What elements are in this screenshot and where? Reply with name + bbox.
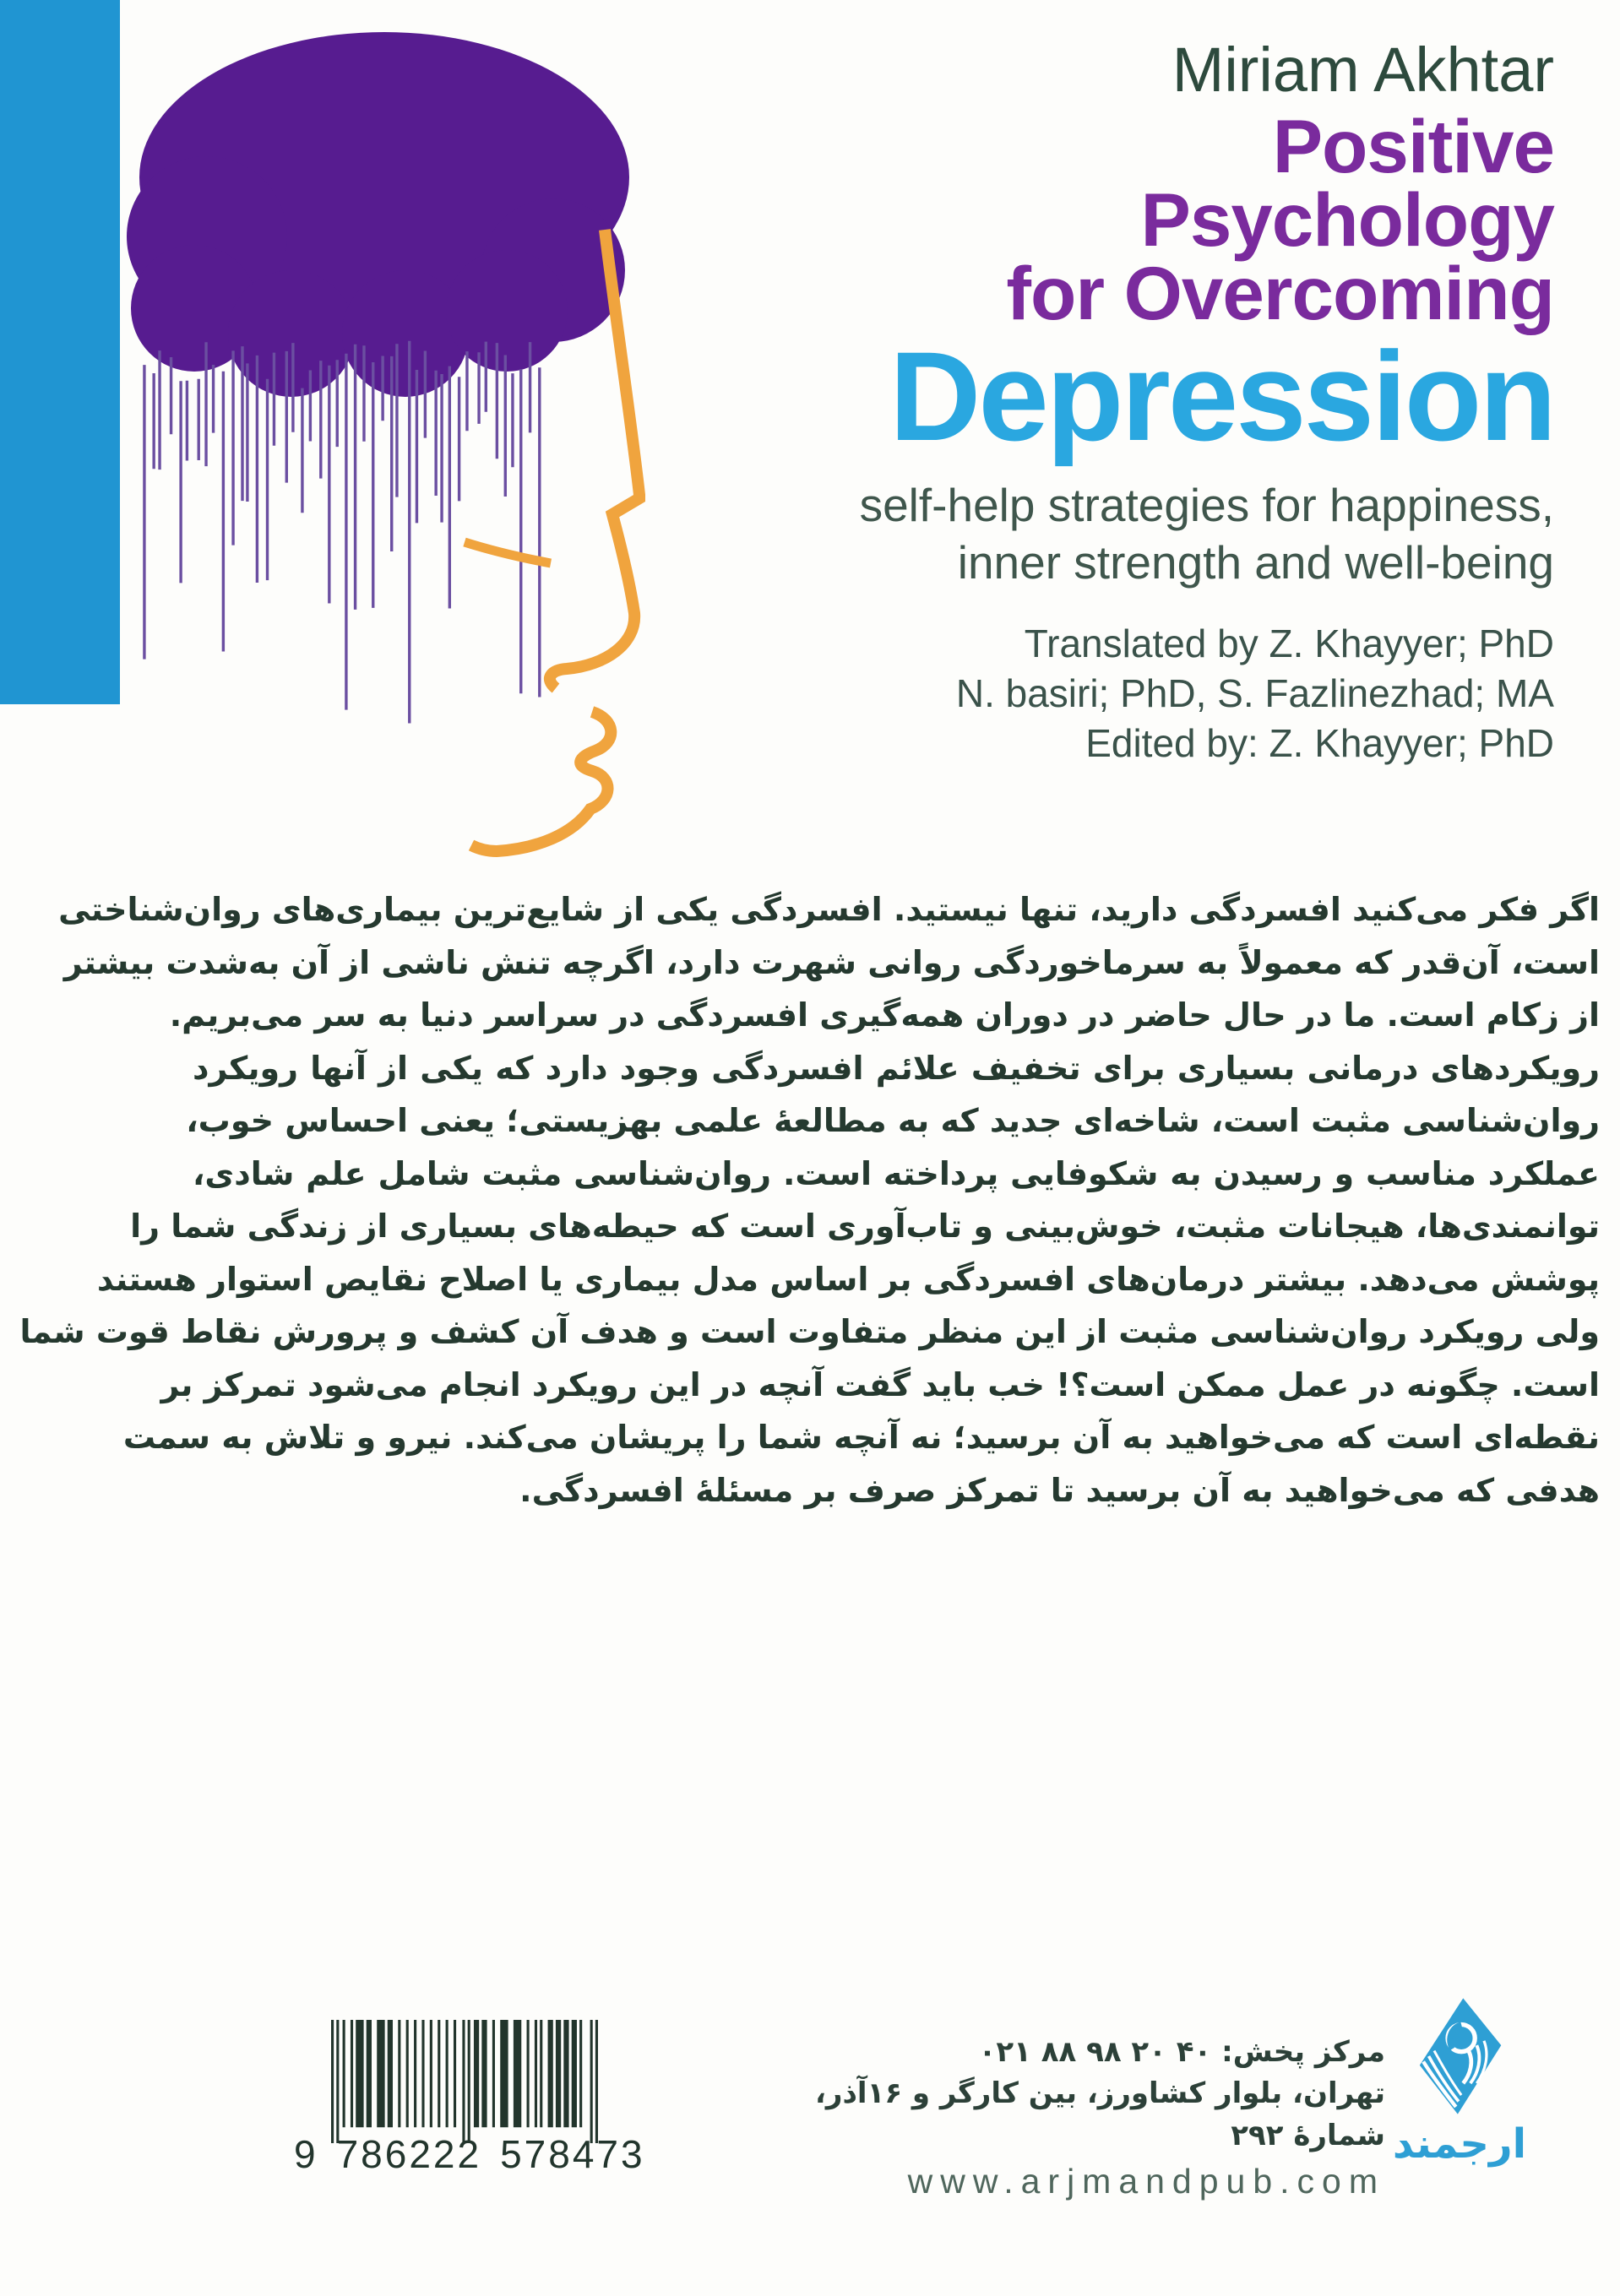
publisher-name-farsi: ارجمند — [1392, 2120, 1527, 2168]
title-line-depression: Depression — [889, 325, 1554, 468]
blurb-line: توانمندی‌ها، هیجانات مثبت، خوش‌بینی و تاب‌آوری است که حیطه‌های بسیاری از زندگی شما را — [130, 1208, 1600, 1245]
blurb-line: اگر فکر می‌کنید افسردگی دارید، تنها نیستید. افسردگی یکی از شایع‌ترین بیماری‌های روان‌شناختی — [58, 891, 1600, 928]
publisher-contact-block — [794, 2032, 1385, 2201]
credit-translated-by: Translated by Z. Khayyer; PhD — [1024, 621, 1554, 666]
rain-cloud-face-illustration — [84, 25, 676, 870]
distribution-phone: ۰۲۱ ۸۸ ۹۸ ۲۰ ۴۰ — [978, 2035, 1212, 2069]
credits-block — [608, 619, 1554, 768]
distribution-line — [794, 2032, 1385, 2073]
title-line-for-overcoming: for Overcoming — [1006, 251, 1554, 336]
blurb-line: هدفی که می‌خواهید به آن برسید تا تمرکز صرف بر مسئلهٔ افسردگی. — [519, 1471, 1600, 1509]
subtitle-line-2: inner strength and well-being — [957, 536, 1554, 589]
barcode-bars-icon — [331, 2020, 598, 2143]
isbn-number — [294, 2131, 649, 2177]
masthead — [608, 37, 1554, 768]
subtitle-line-1: self-help strategies for happiness, — [859, 479, 1554, 532]
author-name: Miriam Akhtar — [1172, 35, 1554, 105]
isbn-lead-digit: 9 — [294, 2132, 318, 2176]
blurb-line: پوشش می‌دهد. بیشتر درمان‌های افسردگی بر اساس مدل بیماری یا اصلاح نقایص استوار هستند — [96, 1260, 1600, 1298]
blurb-line: نقطه‌ای است که می‌خواهید به آن برسید؛ نه آنچه شما را پریشان می‌کند. نیرو و تلاش به سمت — [122, 1419, 1600, 1456]
publisher-address: تهران، بلوار کشاورز، بین کارگر و ۱۶آذر، شمارهٔ ۲۹۲ — [814, 2076, 1385, 2152]
title-line-psychology: Psychology — [1140, 176, 1554, 262]
arjmand-logo-icon — [1404, 1993, 1515, 2120]
blurb-line: ولی رویکرد روان‌شناسی مثبت از این منظر متفاوت است و هدف آن کشف و پرورش نقاط قوت شما — [19, 1313, 1600, 1350]
distribution-label: مرکز پخش: — [1221, 2035, 1385, 2069]
isbn-group-1: 786222 — [336, 2132, 482, 2176]
publisher-website-link: www.arjmandpub.com — [907, 2161, 1385, 2201]
blurb-line: از زکام است. ما در حال حاضر در دوران همه‌گیری افسردگی در سراسر دنیا به سر می‌بریم. — [169, 996, 1600, 1034]
publisher-logo-block — [1392, 1993, 1527, 2168]
blurb-line: روان‌شناسی مثبت است، شاخه‌ای جدید که به مطالعهٔ علمی بهزیستی؛ یعنی احساس خوب، — [186, 1102, 1600, 1139]
cloud-icon — [127, 32, 629, 397]
persian-blurb — [19, 883, 1600, 1517]
blurb-line: رویکردهای درمانی بسیاری برای تخفیف علائم افسردگی وجود دارد که یکی از آنها رویکرد — [193, 1049, 1600, 1087]
blurb-line: است، آن‌قدر که معمولاً به سرماخوردگی روانی شهرت دارد، اگرچه تنش ناشی از آن به‌شدت بیشتر — [63, 943, 1600, 981]
credit-edited-by: Edited by: Z. Khayyer; PhD — [1085, 721, 1554, 766]
credit-translators: N. basiri; PhD, S. Fazlinezhad; MA — [955, 671, 1554, 716]
isbn-barcode — [294, 2020, 649, 2177]
rain-lines-icon — [144, 341, 540, 724]
blurb-line: است. چگونه در عمل ممکن است؟! خب باید گفت آنچه در این رویکرد انجام می‌شود تمرکز بر — [160, 1365, 1600, 1403]
isbn-group-2: 578473 — [500, 2132, 645, 2176]
title-line-positive: Positive — [1272, 103, 1554, 188]
blurb-line: عملکرد مناسب و رسیدن به شکوفایی پرداخته است. روان‌شناسی مثبت شامل علم شادی، — [193, 1154, 1600, 1192]
